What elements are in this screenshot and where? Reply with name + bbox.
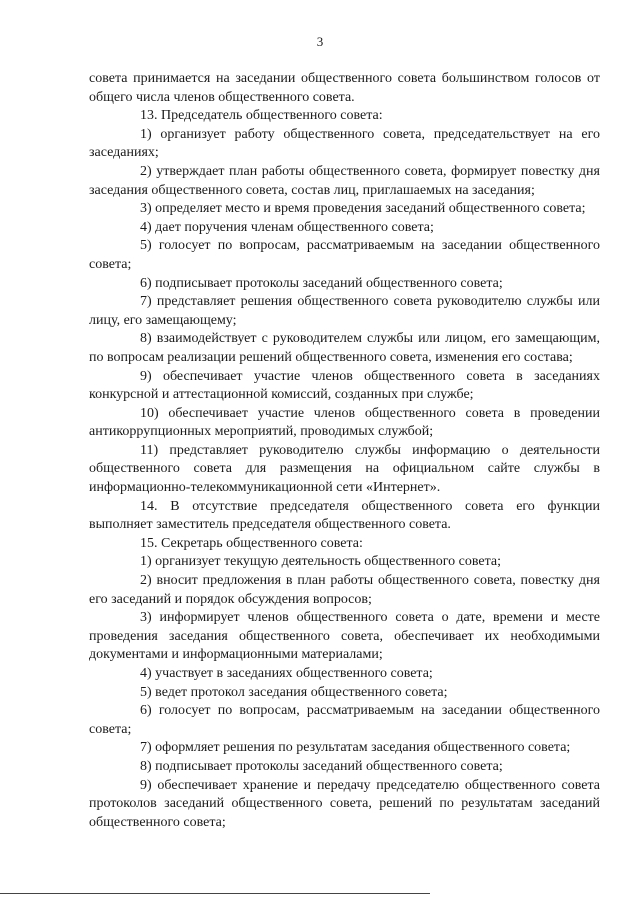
list-item: 1) организует текущую деятельность общественного совета; bbox=[140, 554, 501, 570]
list-item: 2) утверждает план работы общественного совета, формирует повестку дня заседания общественного совета, состав лиц, приглашаемых на заседания; bbox=[89, 163, 600, 198]
list-item: 4) участвует в заседаниях общественного совета; bbox=[140, 666, 433, 681]
list-item: 7) оформляет решения по результатам заседания общественного совета; bbox=[140, 740, 571, 756]
list-item: 6) голосует по вопросам, рассматриваемым на заседании общественного совета; bbox=[89, 703, 600, 737]
list-item: 2) вносит предложения в план работы общественного совета, повестку дня его заседаний и порядок обсуждения вопросов; bbox=[89, 573, 600, 607]
list-item: 11) представляет руководителю службы информацию о деятельности общественного совета для размещения на официальном сайте службы в информационно-телекоммуникационной сети «Интернет». bbox=[89, 442, 600, 496]
list-item: 3) определяет место и время проведения заседаний общественного совета; bbox=[140, 201, 586, 217]
list-item: 5) ведет протокол заседания общественного совета; bbox=[140, 684, 448, 700]
list-item: 7) представляет решения общественного совета руководителю службы или лицу, его замещающему; bbox=[89, 294, 600, 328]
list-item: 1) организует работу общественного совета, председательствует на его заседаниях; bbox=[89, 126, 600, 161]
paragraph: 14. В отсутствие председателя общественного совета его функции выполняет заместитель председателя общественного совета. bbox=[89, 498, 600, 533]
list-item: 10) обеспечивает участие членов общественного совета в проведении антикоррупционных мероприятий, проводимых службой; bbox=[89, 405, 600, 440]
section-heading: 15. Секретарь общественного совета: bbox=[140, 535, 363, 551]
section-heading: 13. Председатель общественного совета: bbox=[140, 108, 383, 124]
list-item: 8) подписывает протоколы заседаний общественного совета; bbox=[140, 758, 503, 774]
list-item: 6) подписывает протоколы заседаний общественного совета; bbox=[140, 275, 503, 291]
list-item: 3) информирует членов общественного совета о дате, времени и месте проведения заседания общественного совета, обеспечивает их необходимыми документами и информационными материалами; bbox=[89, 610, 600, 663]
list-item: 4) дает поручения членам общественного совета; bbox=[140, 219, 434, 235]
document-body bbox=[89, 70, 600, 832]
bottom-rule bbox=[0, 893, 430, 894]
list-item: 9) обеспечивает участие членов общественного совета в заседаниях конкурсной и аттестационной комиссий, созданных при службе; bbox=[89, 368, 600, 403]
list-item: 5) голосует по вопросам, рассматриваемым на заседании общественного совета; bbox=[89, 238, 600, 272]
paragraph: совета принимается на заседании общественного совета большинством голосов от общего числа членов общественного совета. bbox=[89, 71, 600, 105]
list-item: 8) взаимодействует с руководителем службы или лицом, его замещающим, по вопросам реализации решений общественного совета, изменения его состава; bbox=[89, 331, 600, 365]
page-number: 3 bbox=[316, 34, 324, 49]
list-item: 9) обеспечивает хранение и передачу председателю общественного совета протоколов заседаний общественного совета, решений по результатам заседаний общественного совета; bbox=[89, 777, 600, 830]
